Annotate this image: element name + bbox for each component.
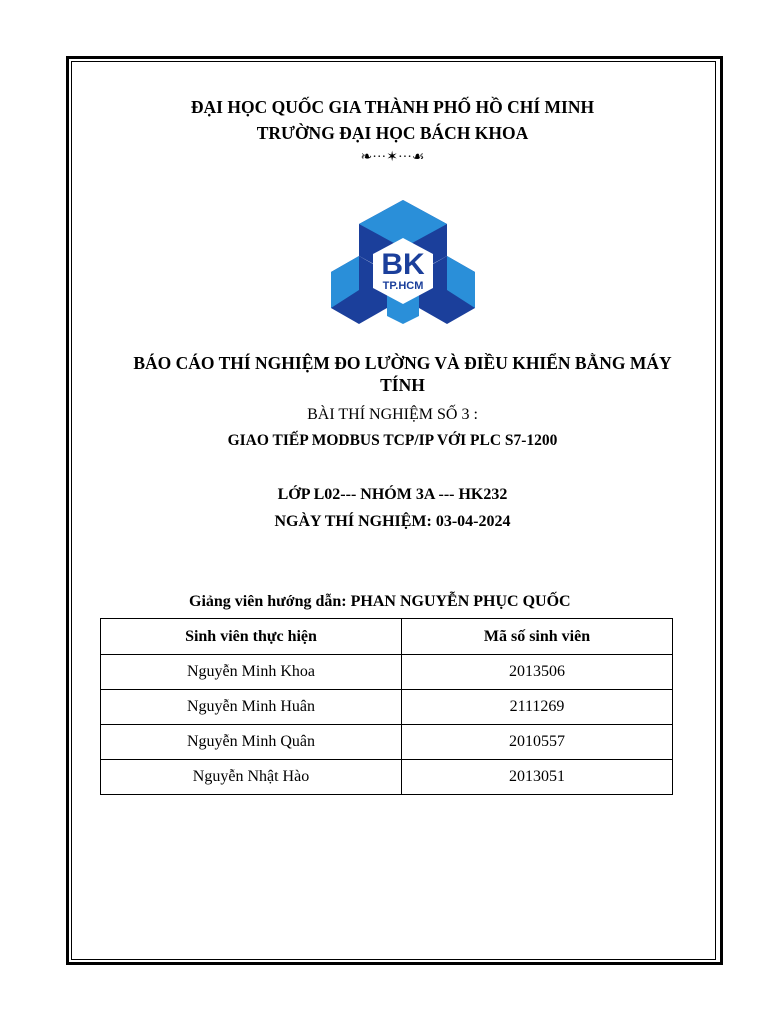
table-row: [101, 725, 673, 760]
student-id: 2013506: [402, 655, 673, 690]
student-id: 2111269: [402, 690, 673, 725]
university-logo: [329, 198, 477, 326]
students-table: [100, 618, 673, 795]
instructor: Giảng viên hướng dẫn: PHAN NGUYỄN PHỤC QUỐC: [189, 593, 571, 610]
student-name: Nguyễn Minh Khoa: [101, 655, 402, 690]
logo-text-main: BK: [381, 248, 425, 281]
school-name: TRƯỜNG ĐẠI HỌC BÁCH KHOA: [256, 123, 529, 143]
table-header-row: [101, 619, 673, 655]
university-name: ĐẠI HỌC QUỐC GIA THÀNH PHỐ HỒ CHÍ MINH: [190, 97, 595, 117]
experiment-number: BÀI THÍ NGHIỆM SỐ 3 :: [307, 406, 478, 423]
logo-text-sub: TP.HCM: [382, 280, 424, 292]
ornament-divider: ❧···✶···☙: [360, 150, 425, 165]
bk-logo-icon: [329, 198, 477, 326]
table-row: [101, 655, 673, 690]
experiment-name: GIAO TIẾP MODBUS TCP/IP VỚI PLC S7-1200: [227, 432, 558, 449]
header-student-name: Sinh viên thực hiện: [101, 619, 402, 655]
student-name: Nguyễn Minh Huân: [101, 690, 402, 725]
experiment-date: NGÀY THÍ NGHIỆM: 03-04-2024: [274, 513, 511, 530]
table-row: [101, 690, 673, 725]
class-group: LỚP L02--- NHÓM 3A --- HK232: [277, 486, 508, 503]
table-row: [101, 760, 673, 795]
student-id: 2013051: [402, 760, 673, 795]
student-name: Nguyễn Nhật Hào: [101, 760, 402, 795]
report-title: BÁO CÁO THÍ NGHIỆM ĐO LƯỜNG VÀ ĐIỀU KHIỂN BẰNG MÁY TÍNH: [133, 353, 672, 395]
student-name: Nguyễn Minh Quân: [101, 725, 402, 760]
student-id: 2010557: [402, 725, 673, 760]
university-header: [71, 94, 714, 146]
header-student-id: Mã số sinh viên: [402, 619, 673, 655]
